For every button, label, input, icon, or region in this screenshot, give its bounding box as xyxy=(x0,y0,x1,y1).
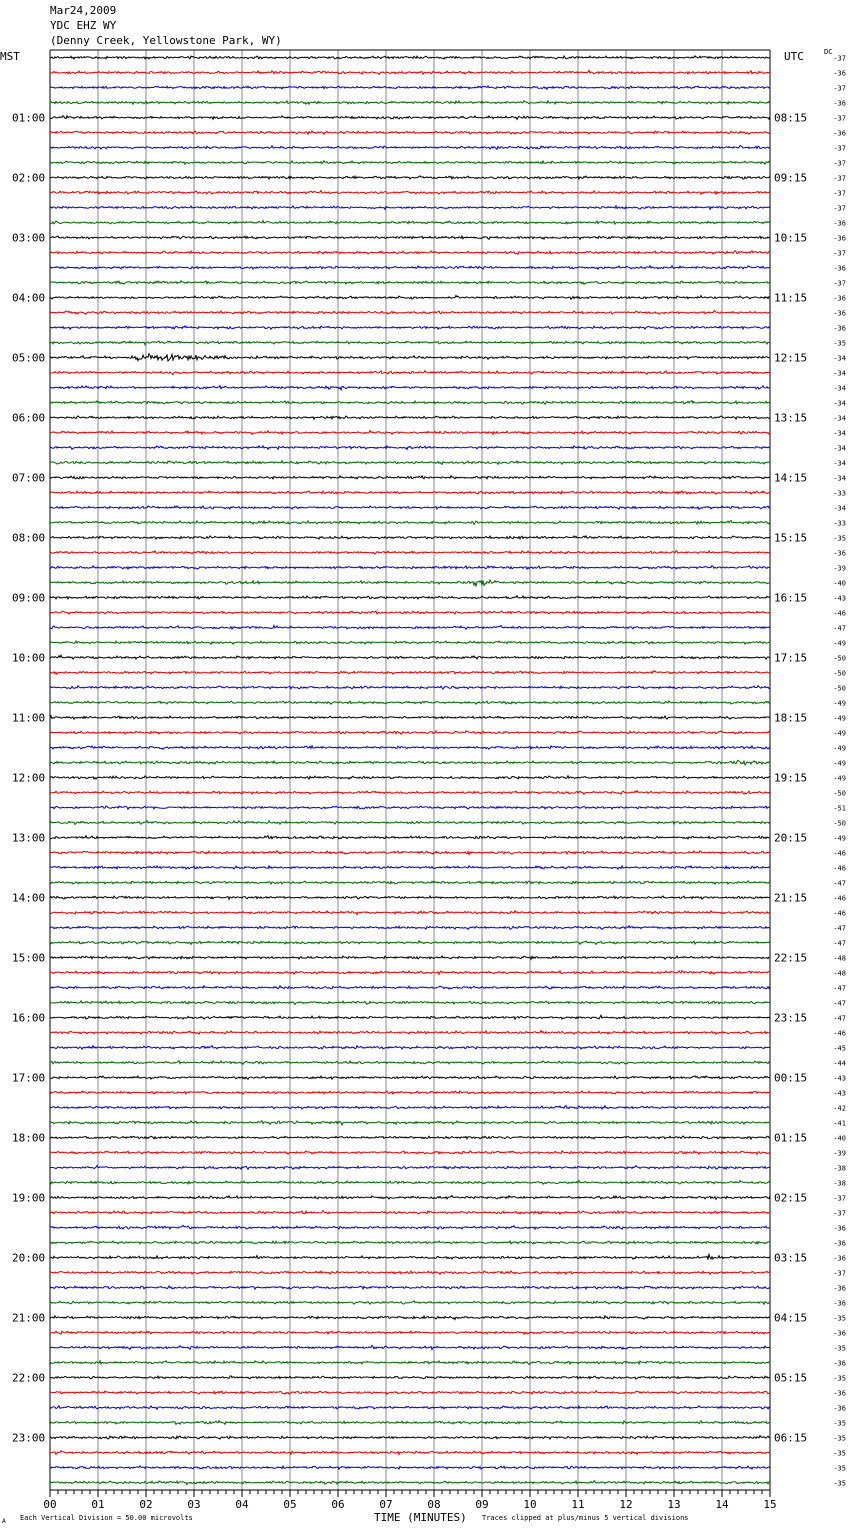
trace-row-78 xyxy=(50,1225,770,1229)
dc-offset-label: -34 xyxy=(833,369,846,378)
trace-row-70 xyxy=(50,1106,770,1110)
dc-offset-label: -36 xyxy=(833,1329,846,1338)
dc-offset-label: -47 xyxy=(833,924,846,933)
trace-row-1 xyxy=(50,70,770,74)
dc-offset-label: -36 xyxy=(833,324,846,333)
dc-offset-label: -36 xyxy=(833,309,846,318)
dc-offset-label: -43 xyxy=(833,1074,846,1083)
dc-offset-label: -35 xyxy=(833,1419,846,1428)
dc-offset-label: -37 xyxy=(833,159,846,168)
mst-hour-label: 17:00 xyxy=(12,1071,46,1085)
x-tick-label: 06 xyxy=(331,1498,345,1511)
dc-offset-label: -35 xyxy=(833,1449,846,1458)
utc-hour-label: 18:15 xyxy=(774,711,808,725)
x-tick-label: 13 xyxy=(667,1498,681,1511)
mst-hour-label: 16:00 xyxy=(12,1011,46,1025)
x-tick-label: 08 xyxy=(427,1498,441,1511)
mst-hour-label: 04:00 xyxy=(12,291,46,305)
trace-row-29 xyxy=(50,491,770,494)
trace-row-95 xyxy=(50,1481,770,1485)
dc-offset-label: -33 xyxy=(833,519,846,528)
dc-offset-label: -35 xyxy=(833,534,846,543)
dc-offset-label: -47 xyxy=(833,984,846,993)
trace-row-32 xyxy=(50,536,770,539)
trace-row-11 xyxy=(50,221,770,225)
utc-hour-label: 19:15 xyxy=(774,771,808,785)
trace-row-50 xyxy=(50,806,770,809)
trace-row-3 xyxy=(50,101,770,105)
dc-offset-label: -47 xyxy=(833,879,846,888)
dc-offset-label: -50 xyxy=(833,654,846,663)
dc-offset-label: -36 xyxy=(833,294,846,303)
dc-offset-label: -36 xyxy=(833,99,846,108)
trace-row-61 xyxy=(50,971,770,975)
utc-hour-label: 15:15 xyxy=(774,531,808,545)
trace-row-73 xyxy=(50,1151,770,1155)
trace-row-76 xyxy=(50,1195,770,1199)
mst-hour-label: 06:00 xyxy=(12,411,46,425)
trace-row-64 xyxy=(50,1015,770,1019)
dc-offset-label: -45 xyxy=(833,1044,846,1053)
x-tick-label: 10 xyxy=(523,1498,537,1511)
trace-row-71 xyxy=(50,1121,770,1125)
dc-offset-label: -48 xyxy=(833,954,846,963)
station-location: (Denny Creek, Yellowstone Park, WY) xyxy=(50,34,282,47)
dc-offset-label: -48 xyxy=(833,969,846,978)
trace-row-16 xyxy=(50,296,770,300)
trace-row-53 xyxy=(50,851,770,855)
dc-offset-label: -37 xyxy=(833,144,846,153)
trace-row-45 xyxy=(50,731,770,735)
trace-row-49 xyxy=(50,791,770,795)
trace-row-42 xyxy=(50,686,770,689)
trace-row-25 xyxy=(50,431,770,435)
dc-offset-label: -35 xyxy=(833,1434,846,1443)
dc-offset-label: -37 xyxy=(833,204,846,213)
dc-offset-label: -40 xyxy=(833,579,846,588)
trace-row-2 xyxy=(50,86,770,89)
trace-row-13 xyxy=(50,251,770,255)
trace-row-31 xyxy=(50,521,770,525)
trace-row-23 xyxy=(50,401,770,405)
dc-offset-label: -34 xyxy=(833,429,846,438)
trace-row-46 xyxy=(50,746,770,750)
dc-offset-label: -34 xyxy=(833,399,846,408)
utc-hour-label: 14:15 xyxy=(774,471,808,485)
dc-offset-label: -38 xyxy=(833,1179,846,1188)
trace-row-92 xyxy=(50,1436,770,1440)
trace-row-84 xyxy=(50,1316,770,1320)
dc-offset-label: -37 xyxy=(833,84,846,93)
dc-offset-label: -46 xyxy=(833,894,846,903)
dc-offset-label: -43 xyxy=(833,1089,846,1098)
dc-offset-label: -47 xyxy=(833,624,846,633)
utc-hour-label: 00:15 xyxy=(774,1071,808,1085)
dc-offset-label: -46 xyxy=(833,1029,846,1038)
mst-hour-label: 15:00 xyxy=(12,951,46,965)
trace-row-75 xyxy=(50,1181,770,1185)
mst-hour-label: 01:00 xyxy=(12,111,46,125)
dc-offset-label: -39 xyxy=(833,1149,846,1158)
dc-offset-label: -36 xyxy=(833,129,846,138)
dc-offset-label: -51 xyxy=(833,804,846,813)
dc-offset-label: -36 xyxy=(833,1284,846,1293)
trace-row-22 xyxy=(50,386,770,390)
dc-offset-label: -37 xyxy=(833,1194,846,1203)
trace-row-90 xyxy=(50,1406,770,1410)
trace-row-19 xyxy=(50,341,770,345)
dc-offset-label: -49 xyxy=(833,714,846,723)
x-tick-label: 12 xyxy=(619,1498,633,1511)
mst-hour-label: 10:00 xyxy=(12,651,46,665)
dc-offset-label: -47 xyxy=(833,939,846,948)
trace-row-4 xyxy=(50,116,770,120)
x-tick-label: 07 xyxy=(379,1498,393,1511)
trace-row-21 xyxy=(50,371,770,375)
utc-hour-label: 12:15 xyxy=(774,351,808,365)
dc-offset-label: -35 xyxy=(833,1464,846,1473)
dc-offset-label: -35 xyxy=(833,1314,846,1323)
trace-row-85 xyxy=(50,1331,770,1334)
trace-row-26 xyxy=(50,446,770,450)
trace-row-6 xyxy=(50,146,770,150)
trace-row-14 xyxy=(50,266,770,270)
trace-row-94 xyxy=(50,1466,770,1469)
trace-row-62 xyxy=(50,986,770,989)
utc-hour-label: 09:15 xyxy=(774,171,808,185)
trace-row-63 xyxy=(50,1001,770,1005)
mst-hour-label: 02:00 xyxy=(12,171,46,185)
x-tick-label: 03 xyxy=(187,1498,201,1511)
trace-row-91 xyxy=(50,1421,770,1425)
dc-offset-label: -37 xyxy=(833,54,846,63)
x-tick-label: 02 xyxy=(139,1498,153,1511)
dc-offset-label: -34 xyxy=(833,504,846,513)
trace-row-87 xyxy=(50,1361,770,1365)
trace-row-55 xyxy=(50,881,770,884)
dc-offset-label: -40 xyxy=(833,1134,846,1143)
trace-row-89 xyxy=(50,1391,770,1394)
dc-offset-label: -36 xyxy=(833,219,846,228)
trace-row-56 xyxy=(50,896,770,899)
dc-offset-label: -36 xyxy=(833,69,846,78)
dc-offset-label: -44 xyxy=(833,1059,846,1068)
trace-row-35 xyxy=(50,580,770,586)
x-axis-title: TIME (MINUTES) xyxy=(374,1511,467,1524)
trace-row-47 xyxy=(50,760,770,765)
dc-offset-label: -36 xyxy=(833,264,846,273)
dc-offset-label: -50 xyxy=(833,684,846,693)
mst-hour-label: 20:00 xyxy=(12,1251,46,1265)
mst-hour-label: 07:00 xyxy=(12,471,46,485)
x-tick-label: 00 xyxy=(43,1498,57,1511)
trace-row-12 xyxy=(50,236,770,239)
trace-row-81 xyxy=(50,1271,770,1274)
dc-offset-label: -37 xyxy=(833,174,846,183)
trace-row-79 xyxy=(50,1241,770,1244)
utc-hour-label: 11:15 xyxy=(774,291,808,305)
dc-offset-label: -37 xyxy=(833,279,846,288)
trace-row-5 xyxy=(50,131,770,134)
dc-offset-label: -34 xyxy=(833,414,846,423)
dc-offset-label: -36 xyxy=(833,1404,846,1413)
x-tick-label: 14 xyxy=(715,1498,729,1511)
trace-row-27 xyxy=(50,461,770,465)
utc-hour-label: 01:15 xyxy=(774,1131,808,1145)
trace-row-10 xyxy=(50,206,770,210)
dc-offset-label: -41 xyxy=(833,1119,846,1128)
dc-offset-label: -47 xyxy=(833,999,846,1008)
trace-row-86 xyxy=(50,1345,770,1349)
utc-hour-label: 06:15 xyxy=(774,1431,808,1445)
trace-row-93 xyxy=(50,1451,770,1455)
dc-offset-label: -42 xyxy=(833,1104,846,1113)
trace-row-39 xyxy=(50,641,770,644)
trace-row-33 xyxy=(50,551,770,554)
trace-row-72 xyxy=(50,1136,770,1139)
vertical-scale-note: Each Vertical Division = 50.00 microvolts xyxy=(20,1514,193,1522)
dc-offset-label: -36 xyxy=(833,1389,846,1398)
trace-row-20 xyxy=(50,354,770,361)
dc-offset-label: -36 xyxy=(833,1224,846,1233)
dc-offset-label: -33 xyxy=(833,489,846,498)
trace-row-58 xyxy=(50,926,770,930)
trace-row-69 xyxy=(50,1091,770,1094)
clipping-note: Traces clipped at plus/minus 5 vertical divisions xyxy=(482,1514,689,1522)
dc-offset-label: -36 xyxy=(833,1359,846,1368)
trace-row-83 xyxy=(50,1301,770,1305)
mst-hour-label: 22:00 xyxy=(12,1371,46,1385)
dc-offset-label: -49 xyxy=(833,744,846,753)
utc-hour-label: 03:15 xyxy=(774,1251,808,1265)
trace-row-43 xyxy=(50,701,770,704)
trace-row-7 xyxy=(50,161,770,165)
dc-offset-label: -35 xyxy=(833,1344,846,1353)
dc-offset-label: -50 xyxy=(833,819,846,828)
trace-row-36 xyxy=(50,596,770,599)
dc-offset-label: -36 xyxy=(833,549,846,558)
dc-offset-label: -50 xyxy=(833,789,846,798)
mst-hour-label: 19:00 xyxy=(12,1191,46,1205)
dc-offset-label: -46 xyxy=(833,849,846,858)
x-tick-label: 04 xyxy=(235,1498,249,1511)
trace-row-30 xyxy=(50,506,770,510)
trace-row-74 xyxy=(50,1166,770,1170)
trace-row-18 xyxy=(50,326,770,329)
dc-offset-label: -39 xyxy=(833,564,846,573)
trace-row-15 xyxy=(50,281,770,285)
left-timezone-label: MST xyxy=(0,50,20,63)
trace-row-24 xyxy=(50,416,770,419)
dc-offset-label: -34 xyxy=(833,474,846,483)
mst-hour-label: 11:00 xyxy=(12,711,46,725)
mst-hour-label: 23:00 xyxy=(12,1431,46,1445)
trace-row-66 xyxy=(50,1046,770,1050)
dc-offset-label: -50 xyxy=(833,669,846,678)
trace-row-77 xyxy=(50,1211,770,1215)
trace-row-17 xyxy=(50,311,770,315)
trace-row-41 xyxy=(50,671,770,674)
trace-row-80 xyxy=(50,1254,770,1259)
dc-offset-label: -35 xyxy=(833,1374,846,1383)
x-tick-label: 11 xyxy=(571,1498,585,1511)
trace-row-8 xyxy=(50,176,770,179)
utc-hour-label: 08:15 xyxy=(774,111,808,125)
right-timezone-label: UTC xyxy=(784,50,804,63)
utc-hour-label: 22:15 xyxy=(774,951,808,965)
dc-offset-label: -37 xyxy=(833,249,846,258)
dc-offset-label: -35 xyxy=(833,339,846,348)
trace-row-88 xyxy=(50,1376,770,1379)
dc-offset-label: -37 xyxy=(833,1269,846,1278)
station-code: YDC EHZ WY xyxy=(50,19,117,32)
mst-hour-label: 13:00 xyxy=(12,831,46,845)
corner-mark: A xyxy=(2,1518,6,1525)
dc-offset-label: -34 xyxy=(833,459,846,468)
trace-row-48 xyxy=(50,776,770,779)
dc-offset-label: -49 xyxy=(833,639,846,648)
trace-row-51 xyxy=(50,821,770,825)
utc-hour-label: 23:15 xyxy=(774,1011,808,1025)
dc-offset-label: -49 xyxy=(833,729,846,738)
dc-offset-label: -49 xyxy=(833,759,846,768)
utc-hour-label: 05:15 xyxy=(774,1371,808,1385)
dc-offset-header: DC xyxy=(824,48,833,56)
x-tick-label: 05 xyxy=(283,1498,297,1511)
mst-hour-label: 21:00 xyxy=(12,1311,46,1325)
x-tick-label: 01 xyxy=(91,1498,105,1511)
trace-row-40 xyxy=(50,655,770,659)
trace-row-28 xyxy=(50,476,770,479)
trace-row-54 xyxy=(50,866,770,869)
trace-row-65 xyxy=(50,1031,770,1035)
x-tick-label: 09 xyxy=(475,1498,489,1511)
mst-hour-label: 03:00 xyxy=(12,231,46,245)
dc-offset-label: -36 xyxy=(833,1299,846,1308)
mst-hour-label: 18:00 xyxy=(12,1131,46,1145)
trace-row-52 xyxy=(50,836,770,839)
dc-offset-label: -37 xyxy=(833,189,846,198)
mst-hour-label: 12:00 xyxy=(12,771,46,785)
utc-hour-label: 10:15 xyxy=(774,231,808,245)
utc-hour-label: 16:15 xyxy=(774,591,808,605)
dc-offset-label: -34 xyxy=(833,354,846,363)
dc-offset-label: -47 xyxy=(833,1014,846,1023)
utc-hour-label: 21:15 xyxy=(774,891,808,905)
trace-row-68 xyxy=(50,1076,770,1079)
dc-offset-label: -37 xyxy=(833,114,846,123)
utc-hour-label: 04:15 xyxy=(774,1311,808,1325)
dc-offset-label: -49 xyxy=(833,774,846,783)
dc-offset-label: -46 xyxy=(833,909,846,918)
mst-hour-label: 05:00 xyxy=(12,351,46,365)
dc-offset-label: -34 xyxy=(833,384,846,393)
record-date: Mar24,2009 xyxy=(50,4,117,17)
mst-hour-label: 09:00 xyxy=(12,591,46,605)
trace-row-44 xyxy=(50,716,770,719)
mst-hour-label: 08:00 xyxy=(12,531,46,545)
trace-row-82 xyxy=(50,1286,770,1289)
utc-hour-label: 20:15 xyxy=(774,831,808,845)
mst-hour-label: 14:00 xyxy=(12,891,46,905)
dc-offset-label: -38 xyxy=(833,1164,846,1173)
trace-row-9 xyxy=(50,191,770,195)
trace-row-57 xyxy=(50,911,770,915)
trace-row-67 xyxy=(50,1061,770,1065)
utc-hour-label: 13:15 xyxy=(774,411,808,425)
dc-offset-label: -46 xyxy=(833,609,846,618)
trace-row-38 xyxy=(50,626,770,630)
trace-row-60 xyxy=(50,956,770,959)
dc-offset-label: -46 xyxy=(833,864,846,873)
dc-offset-label: -49 xyxy=(833,699,846,708)
dc-offset-label: -34 xyxy=(833,444,846,453)
dc-offset-label: -49 xyxy=(833,834,846,843)
dc-offset-label: -36 xyxy=(833,234,846,243)
utc-hour-label: 17:15 xyxy=(774,651,808,665)
dc-offset-label: -35 xyxy=(833,1479,846,1488)
trace-row-34 xyxy=(50,566,770,570)
trace-row-59 xyxy=(50,941,770,945)
dc-offset-label: -37 xyxy=(833,1209,846,1218)
dc-offset-label: -36 xyxy=(833,1239,846,1248)
x-tick-label: 15 xyxy=(763,1498,777,1511)
trace-row-0 xyxy=(50,56,770,59)
utc-hour-label: 02:15 xyxy=(774,1191,808,1205)
dc-offset-label: -36 xyxy=(833,1254,846,1263)
trace-row-37 xyxy=(50,611,770,614)
dc-offset-label: -43 xyxy=(833,594,846,603)
